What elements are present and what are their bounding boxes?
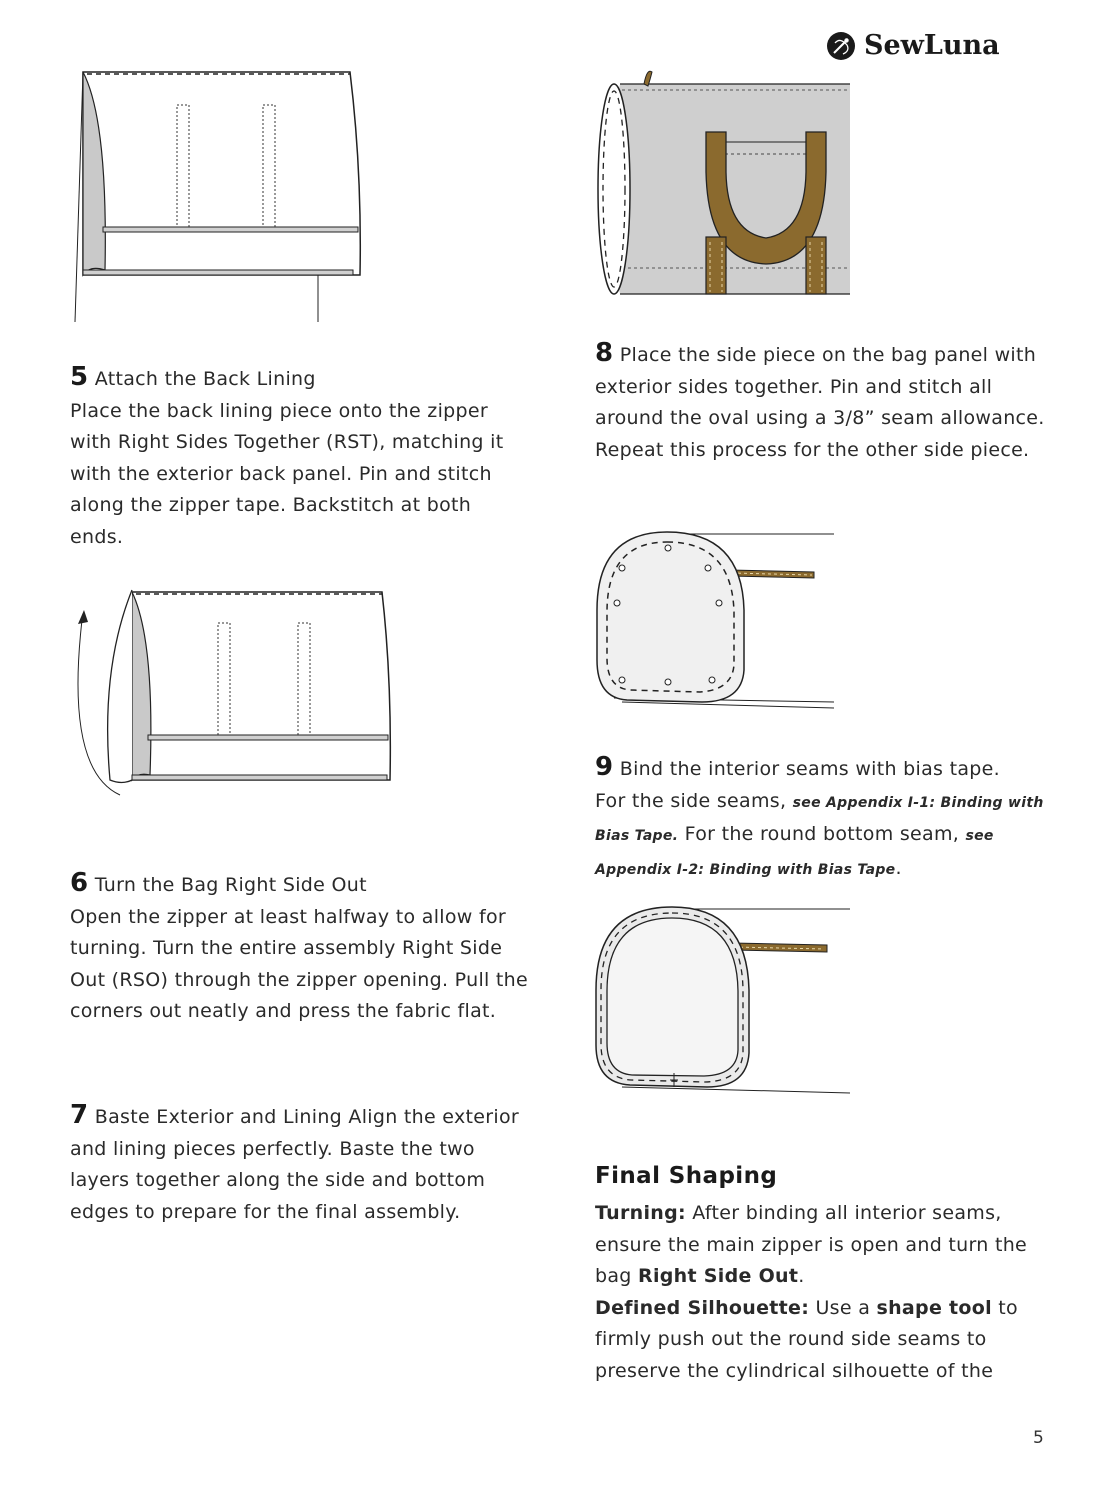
step-title: Bind the interior seams with bias tape.	[619, 758, 1000, 780]
step-body: Open the zipper at least halfway to allow for turning. Turn the entire assembly Right Side Out (RSO) through the zipper opening. Pull the corners out neatly and press the fabric flat.	[70, 905, 529, 1022]
step-body: .	[895, 856, 902, 879]
needle-thread-icon	[826, 31, 856, 61]
brand-name: SewLuna	[864, 30, 1000, 61]
step-5	[70, 362, 530, 553]
illustration-bag-with-strap	[592, 62, 852, 302]
brand-logo	[826, 30, 1000, 61]
step-body: For the round bottom seam,	[678, 823, 966, 845]
turning-end: .	[798, 1265, 805, 1287]
step-number: 9	[595, 752, 614, 782]
arrow-up-icon	[78, 610, 88, 624]
illustration-turn-right-side-out	[60, 580, 400, 800]
appendix-ref-2: see Appendix I-2: Binding with Bias Tape	[595, 828, 994, 878]
step-body: Align the exterior and lining pieces perfectly. Baste the two layers together along the side and bottom edges to prepare for the final assembly.	[70, 1106, 519, 1223]
turning-label: Turning:	[595, 1202, 686, 1224]
final-shaping-heading: Final Shaping	[595, 1163, 778, 1189]
page-number: 5	[1033, 1428, 1044, 1448]
step-body: Place the side piece on the bag panel with exterior sides together. Pin and stitch all around the oval using a 3/8” seam allowance. Repeat this process for the other side piece.	[595, 344, 1045, 461]
silhouette-end: to firmly push out the round side seams to preserve the cylindrical silhouette of the	[595, 1296, 1018, 1382]
step-number: 7	[70, 1100, 89, 1130]
step-6	[70, 868, 530, 1028]
step-body: For the side seams,	[595, 789, 793, 812]
step-7	[70, 1100, 520, 1228]
illustration-back-lining-attached	[60, 60, 380, 330]
step-8	[595, 338, 1055, 466]
step-title: Turn the Bag Right Side Out	[94, 874, 367, 896]
silhouette-label: Defined Silhouette:	[595, 1296, 810, 1319]
illustration-bound-seam	[592, 905, 852, 1100]
step-title: Attach the Back Lining	[94, 368, 316, 390]
illustration-side-piece-pinned	[592, 530, 842, 715]
step-number: 6	[70, 868, 89, 898]
final-shaping-body	[595, 1198, 1055, 1387]
step-title: Baste Exterior and Lining	[94, 1106, 343, 1128]
silhouette-bold: shape tool	[876, 1296, 992, 1319]
step-number: 5	[70, 362, 89, 392]
turning-text: After binding all interior seams, ensure the main zipper is open and turn the bag	[595, 1202, 1028, 1287]
step-body: Place the back lining piece onto the zipper with Right Sides Together (RST), matching it with the exterior back panel. Pin and stitch along the zipper tape. Backstitch at both ends.	[70, 399, 504, 548]
turning-bold: Right Side Out	[638, 1265, 799, 1287]
step-number: 8	[595, 338, 614, 368]
silhouette-text: Use a	[809, 1296, 877, 1319]
appendix-ref-1: see Appendix I-1: Binding with Bias Tape.	[595, 794, 1044, 844]
step-9	[595, 752, 1055, 886]
